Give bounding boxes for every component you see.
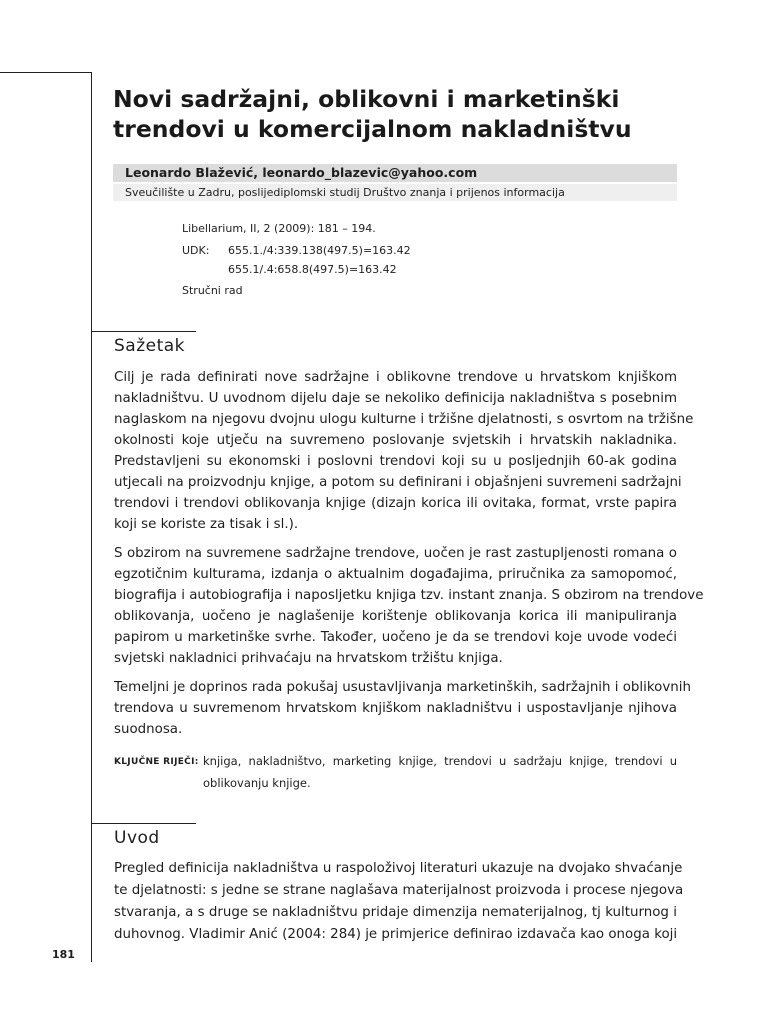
text-line: nakladništvu. U uvodnom dijelu daje se nekoliko definicija nakladništva s posebnim: [114, 391, 677, 406]
text-line: svjetski nakladnici prihvaćaju na hrvatskom tržištu knjiga.: [114, 651, 503, 666]
text-line: Temeljni je doprinos rada pokušaj usustavljivanja marketinških, sadržajnih i oblikovnih: [114, 680, 691, 695]
text-line: trendova u suvremenom hrvatskom knjiškom nakladništvu i uspostavljanje njihova: [114, 701, 677, 716]
text-line: naglaskom na njegovu dvojnu ulogu kulturne i tržišne djelatnosti, s osvrtom na tržišne: [114, 412, 694, 427]
paper-type: Stručni rad: [182, 284, 243, 297]
text-line: duhovnog. Vladimir Anić (2004: 284) je primjerice definirao izdavača kao onoga koji: [114, 927, 678, 942]
text-line: papirom u marketinške svrhe. Također, uočeno je da se trendovi koje uvode vodeći: [114, 630, 677, 645]
affiliation-line: Sveučilište u Zadru, poslijediplomski studij Društvo znanja i prijenos informacija: [113, 184, 677, 201]
udk-code: 655.1/.4:658.8(497.5)=163.42: [228, 263, 397, 276]
citation: Libellarium, II, 2 (2009): 181 – 194.: [182, 222, 376, 235]
page-number: 181: [52, 948, 75, 961]
article-title: [113, 84, 693, 144]
text-line: okolnosti koje utječu na suvremeno poslovanje svjetskih i hrvatskih nakladnika.: [114, 433, 677, 448]
text-line: trendovi i trendovi oblikovanja knjige (dizajn korica ili ovitaka, format, vrste papira: [114, 496, 677, 511]
section-rule: [91, 823, 196, 824]
udk-code: 655.1./4:339.138(497.5)=163.42: [228, 244, 411, 257]
text-line: S obzirom na suvremene sadržajne trendove, uočen je rast zastupljenosti romana o: [114, 546, 677, 561]
udk-label: UDK:: [182, 244, 210, 257]
title-line: trendovi u komercijalnom nakladništvu: [113, 115, 632, 143]
text-line: biografija i autobiografija i naposljetku knjiga tzv. instant znanja. S obzirom na trendove: [114, 588, 704, 603]
text-line: oblikovanja, uočeno je naglašenije korištenje oblikovanja korica ili manipuliranja: [114, 609, 677, 624]
section-rule: [91, 331, 196, 332]
text-line: egzotičnim kulturama, izdanja o aktualnim događajima, priručnika za samopomoć,: [114, 567, 677, 582]
text-line: Pregled definicija nakladništva u raspoloživoj literaturi ukazuje na dvojako shvaćanje: [114, 861, 683, 876]
title-line: Novi sadržajni, oblikovni i marketinški: [113, 85, 620, 113]
text-line: koji se koriste za tisak i sl.).: [114, 517, 299, 532]
keywords-text: knjiga, nakladništvo, marketing knjige, trendovi u sadržaju knjige, trendovi u: [203, 754, 677, 768]
page-frame-top-rule: [0, 72, 92, 73]
text-line: Predstavljeni su ekonomski i poslovni trendovi koji su u posljednjih 60-ak godina: [114, 454, 677, 469]
text-line: stvaranja, a s druge se nakladništvu pridaje dimenzija nematerijalnog, tj kulturnog i: [114, 905, 677, 920]
abstract-heading: Sažetak: [114, 336, 186, 356]
keywords-text: oblikovanju knjige.: [203, 776, 311, 790]
text-line: te djelatnosti: s jedne se strane naglašava materijalnost proizvoda i procese njegova: [114, 883, 684, 898]
page-frame-left-rule: [91, 72, 92, 962]
intro-heading: Uvod: [114, 828, 160, 848]
text-line: suodnosa.: [114, 722, 183, 737]
keywords-label: KLJUČNE RIJEČI:: [114, 757, 199, 767]
text-line: utjecali na proizvodnju knjige, a potom su definirani i objašnjeni suvremeni sadržajni: [114, 475, 682, 490]
text-line: Cilj je rada definirati nove sadržajne i oblikovne trendove u hrvatskom knjiškom: [114, 370, 677, 385]
author-line: Leonardo Blažević, leonardo_blazevic@yahoo.com: [113, 164, 677, 182]
